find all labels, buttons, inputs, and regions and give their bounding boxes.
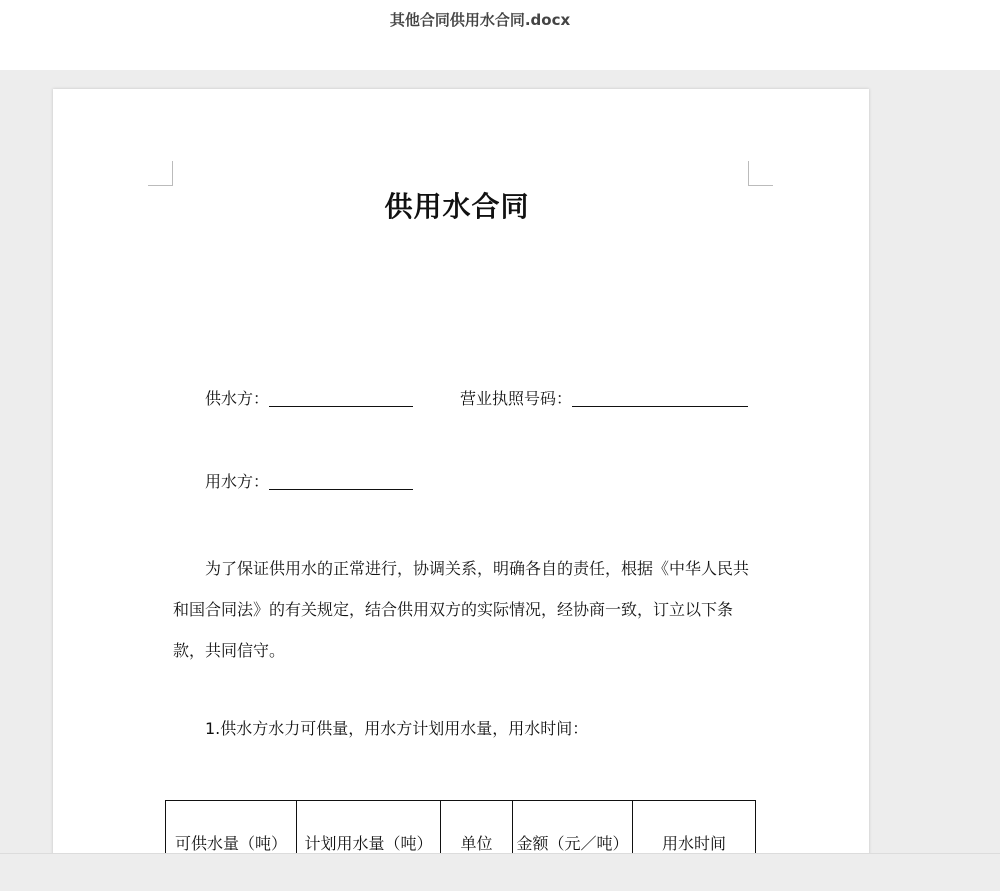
table-header-cell: 用水时间	[633, 801, 756, 854]
clause-1: 1.供水方水力可供量，用水方计划用水量，用水时间：	[205, 719, 589, 738]
user-blank-line	[269, 472, 413, 490]
user-field	[205, 469, 413, 492]
supplier-field	[205, 386, 413, 409]
table-header-cell: 金额（元／吨）	[513, 801, 633, 854]
document-file-name: 其他合同供用水合同.docx	[389, 11, 571, 29]
margin-corner-top-right	[748, 161, 773, 186]
table-header-cell: 计划用水量（吨）	[297, 801, 441, 854]
preamble-paragraph: 为了保证供用水的正常进行，协调关系，明确各自的责任，根据《中华人民共和国合同法》的有关规定，结合供用双方的实际情况，经协商一致，订立以下条款，共同信守。	[173, 559, 750, 660]
license-number-blank-line	[572, 389, 748, 407]
status-bar	[0, 853, 1000, 891]
supplier-label: 供水方：	[205, 389, 270, 408]
user-label: 用水方：	[205, 472, 270, 491]
table-header-row	[166, 801, 756, 854]
document-canvas[interactable]	[0, 70, 1000, 853]
supplier-blank-line	[269, 389, 413, 407]
table-header-cell: 单位	[441, 801, 513, 854]
margin-corner-top-left	[148, 161, 173, 186]
license-number-label: 营业执照号码：	[460, 389, 573, 408]
document-page[interactable]	[53, 89, 869, 853]
contract-title: 供用水合同	[384, 190, 530, 223]
title-bar	[0, 0, 1000, 70]
water-supply-table	[165, 800, 756, 853]
license-number-field	[460, 386, 748, 409]
table-header-cell: 可供水量（吨）	[166, 801, 297, 854]
